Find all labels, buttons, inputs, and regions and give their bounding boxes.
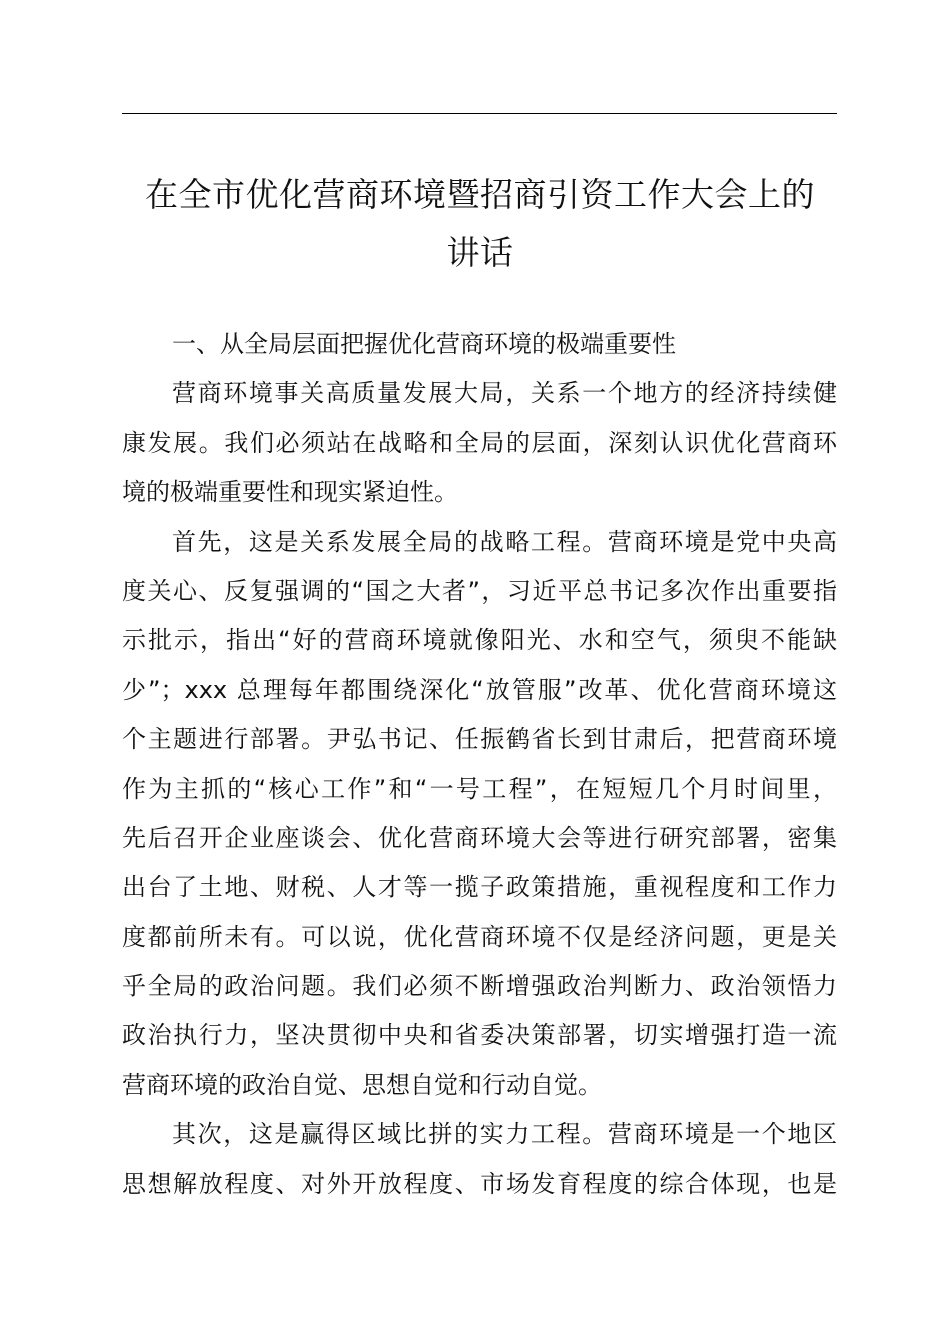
- title-line-1: 在全市优化营商环境暨招商引资工作大会上的: [145, 175, 815, 214]
- text-line: 思想解放程度、对外开放程度、市场发育程度的综合体现，也是: [122, 1169, 837, 1198]
- title-line-2: 讲话: [446, 233, 514, 272]
- header-rule: [122, 113, 837, 114]
- text-line: 先后召开企业座谈会、优化营商环境大会等进行研究部署，密集: [122, 823, 837, 852]
- text-line: 示批示，指出“好的营商环境就像阳光、水和空气，须臾不能缺: [122, 626, 837, 655]
- section-heading: 一、从全局层面把握优化营商环境的极端重要性: [172, 330, 676, 358]
- text-line: 政治执行力，坚决贯彻中央和省委决策部署，切实增强打造一流: [122, 1021, 837, 1050]
- text-line: 其次，这是赢得区域比拼的实力工程。营商环境是一个地区: [172, 1120, 837, 1149]
- text-line: 少”；xxx 总理每年都围绕深化“放管服”改革、优化营商环境这: [122, 675, 837, 704]
- text-line: 个主题进行部署。尹弘书记、任振鹤省长到甘肃后，把营商环境: [122, 725, 837, 754]
- text-line: 营商环境事关高质量发展大局，关系一个地方的经济持续健: [172, 379, 837, 408]
- text-line: 首先，这是关系发展全局的战略工程。营商环境是党中央高: [172, 527, 837, 556]
- text-line: 度都前所未有。可以说，优化营商环境不仅是经济问题，更是关: [122, 922, 837, 951]
- text-line: 作为主抓的“核心工作”和“一号工程”，在短短几个月时间里，: [122, 774, 837, 803]
- text-line: 康发展。我们必须站在战略和全局的层面，深刻认识优化营商环: [122, 428, 837, 457]
- text-line: 度关心、反复强调的“国之大者”，习近平总书记多次作出重要指: [122, 576, 837, 605]
- document-title: [110, 166, 850, 282]
- text-line: 乎全局的政治问题。我们必须不断增强政治判断力、政治领悟力: [122, 972, 837, 1001]
- text-line: 境的极端重要性和现实紧迫性。: [122, 478, 458, 507]
- text-line: 出台了土地、财税、人才等一揽子政策措施，重视程度和工作力: [122, 873, 837, 902]
- document-body: [122, 320, 837, 1209]
- text-line: 营商环境的政治自觉、思想自觉和行动自觉。: [122, 1070, 602, 1099]
